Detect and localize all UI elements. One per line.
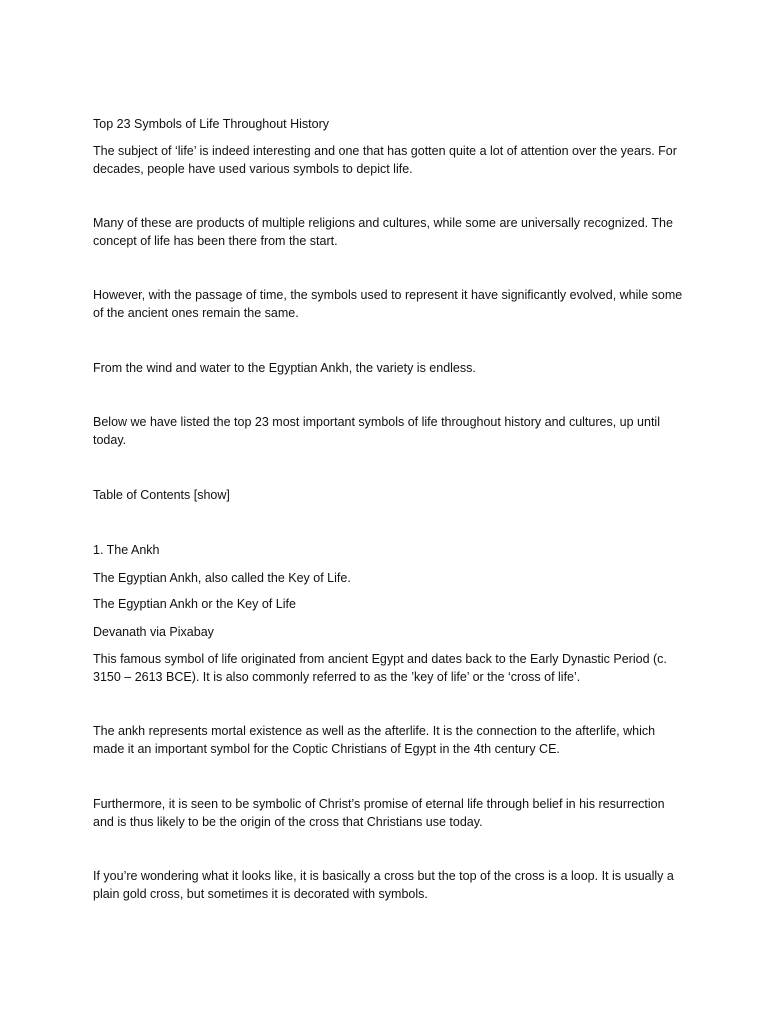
intro-paragraph-5: Below we have listed the top 23 most important symbols of life throughout history and cultures, up until today. bbox=[93, 415, 660, 447]
intro-paragraph-1: The subject of ‘life’ is indeed interesting and one that has gotten quite a lot of attention over the years. For decades, people have used various symbols to depict life. bbox=[93, 144, 677, 176]
table-of-contents: Table of Contents [show] bbox=[93, 488, 230, 502]
ankh-paragraph-3: Furthermore, it is seen to be symbolic of Christ’s promise of eternal life through belief in his resurrection and is thus likely to be the origin of the cross that Christians use today. bbox=[93, 797, 665, 829]
ankh-paragraph-1: This famous symbol of life originated from ancient Egypt and dates back to the Early Dynastic Period (c. 3150 – 2613 BCE). It is also commonly referred to as the ’key of life’ or the ‘cross of life’. bbox=[93, 652, 667, 684]
intro-paragraph-4: From the wind and water to the Egyptian Ankh, the variety is endless. bbox=[93, 361, 476, 375]
intro-paragraph-3: However, with the passage of time, the symbols used to represent it have significantly evolved, while some of the ancient ones remain the same. bbox=[93, 288, 683, 320]
document-title: Top 23 Symbols of Life Throughout History bbox=[93, 117, 330, 131]
intro-paragraph-2: Many of these are products of multiple religions and cultures, while some are universally recognized. The concept of life has been there from the start. bbox=[93, 216, 673, 248]
section-heading-ankh: 1. The Ankh bbox=[93, 543, 160, 557]
image-alt-caption: The Egyptian Ankh or the Key of Life bbox=[93, 597, 296, 611]
image-credit: Devanath via Pixabay bbox=[93, 625, 214, 639]
ankh-paragraph-2: The ankh represents mortal existence as well as the afterlife. It is the connection to the afterlife, which made it an important symbol for the Coptic Christians of Egypt in the 4th century CE. bbox=[93, 724, 656, 756]
image-caption: The Egyptian Ankh, also called the Key of Life. bbox=[93, 571, 351, 585]
ankh-paragraph-4: If you’re wondering what it looks like, it is basically a cross but the top of the cross is a loop. It is usually a plain gold cross, but sometimes it is decorated with symbols. bbox=[93, 869, 674, 901]
